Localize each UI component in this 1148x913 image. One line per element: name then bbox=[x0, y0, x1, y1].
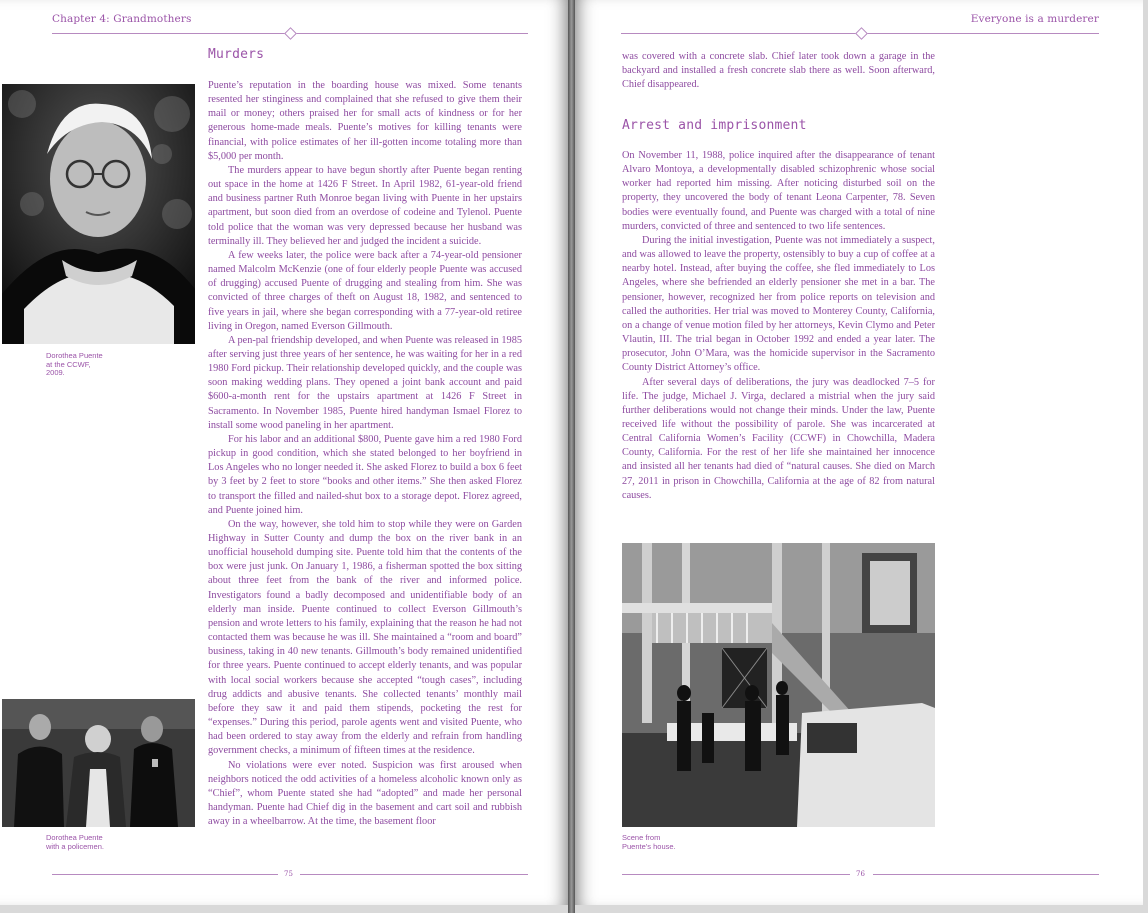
paragraph: was covered with a concrete slab. Chief later took down a garage in the backyard and installed a fresh concrete slab there as well. Soon afterward, Chief disappeared. bbox=[622, 51, 935, 91]
footer-rule bbox=[873, 874, 1099, 875]
continuation-text bbox=[622, 50, 935, 92]
caption-line: Scene from bbox=[622, 833, 661, 842]
left-page bbox=[0, 0, 568, 905]
arrest-illustration bbox=[2, 699, 195, 827]
footer-rule bbox=[622, 874, 850, 875]
paragraph: No violations were ever noted. Suspicion was first aroused when neighbors noticed the odd activities of a homeless alcoholic known only as “Chief”, whom Puente stated she had “adopted” and made her personal handyman. Puente had Chief dig in the basement and cart soil and rubbish away in a wheelbarrow. At the time, the basement floor bbox=[208, 759, 522, 828]
book-gutter bbox=[568, 0, 575, 913]
footer-rule bbox=[52, 874, 278, 875]
caption-line: Dorothea Puente bbox=[46, 351, 103, 360]
paragraph: A few weeks later, the police were back after a 74-year-old pensioner named Malcolm McKenzie (one of four elderly people Puente was accused of drugging) accused Puente of drugging and stealing from him. She was convicted of three charges of theft on August 18, 1982, and sentenced to five years in jail, where she began corresponding with a 77-year-old retiree living in Oregon, named Everson Gillmouth. bbox=[208, 249, 522, 332]
murders-body-text bbox=[208, 79, 522, 829]
running-head-right: Everyone is a murderer bbox=[970, 13, 1099, 25]
footer-rule bbox=[300, 874, 528, 875]
paragraph: After several days of deliberations, the jury was deadlocked 7–5 for life. The judge, Michael J. Virga, declared a mistrial when the jury said further deliberations would not change their minds. Under the law, Puente received life without the possibility of parole. She was incarcerated at Central California Women’s Facility (CCWF) in Chowchilla, Madera County, California. For the rest of her life she maintained her innocence and insisted all her tenants had died of “natural causes. She died on March 27, 2011 in prison in Chowchilla, California at the age of 82 from natural causes. bbox=[622, 376, 935, 501]
section-title-murders: Murders bbox=[208, 47, 265, 62]
running-head-left: Chapter 4: Grandmothers bbox=[52, 13, 192, 25]
paragraph: For his labor and an additional $800, Puente gave him a red 1980 Ford pickup in good condition, which she stated belonged to her boyfriend in Los Angeles who no longer needed it. She asked Florez to build a box 6 feet by 3 feet by 2 feet to store “books and other items.” She then asked Florez to transport the filled and nailed-shut box to a storage depot. Florez agreed, and Puente joined him. bbox=[208, 433, 522, 516]
photo-scene-from-house bbox=[622, 543, 935, 827]
paragraph: A pen-pal friendship developed, and when Puente was released in 1985 after serving just three years of her sentence, he was waiting for her in a red 1980 Ford pickup. Their relationship developed quickly, and the couple was soon making wedding plans. They opened a joint bank account and paid $600-a-month rent for the upstairs apartment at 1426 F Street in Sacramento. In November 1985, Puente hired handyman Ismael Florez to install some wood paneling in her apartment. bbox=[208, 334, 522, 431]
header-diamond-ornament bbox=[284, 27, 297, 40]
caption-policemen bbox=[46, 834, 104, 851]
arrest-body-text bbox=[622, 149, 935, 503]
paragraph: On November 11, 1988, police inquired after the disappearance of tenant Alvaro Montoya, a developmentally disabled schizophrenic whose social worker had reported him missing. After noticing disturbed soil on the property, they uncovered the body of tenant Leona Carpenter, 78. Seven bodies were eventually found, and Puente was charged with a total of nine murders, convicted of three and sentenced to two life sentences. bbox=[622, 150, 935, 232]
caption-line: Dorothea Puente bbox=[46, 833, 103, 842]
paragraph: The murders appear to have begun shortly after Puente began renting out space in the home at 1426 F Street. In April 1982, 61-year-old friend and business partner Ruth Monroe began living with Puente in her upstairs apartment, but soon died from an overdose of codeine and Tylenol. Puente told police that the woman was very depressed because her husband was terminally ill. They believed her and judged the incident a suicide. bbox=[208, 164, 522, 247]
caption-line: Puente’s house. bbox=[622, 841, 676, 851]
portrait-illustration bbox=[2, 84, 195, 344]
caption-house bbox=[622, 834, 676, 851]
right-page bbox=[575, 0, 1143, 905]
caption-portrait bbox=[46, 352, 103, 378]
caption-line: with a policemen. bbox=[46, 841, 104, 851]
caption-line: 2009. bbox=[46, 368, 65, 378]
paragraph: On the way, however, she told him to stop while they were on Garden Highway in Sutter County and dump the box on the river bank in an unofficial household dumping site. Puente told him that the contents of the box were just junk. On January 1, 1986, a fisherman spotted the box sitting about three feet from the bank of the river and informed police. Investigators found a badly decomposed and unidentifiable body of an elderly man inside. Puente continued to collect Everson Gillmouth’s pension and wrote letters to his family, explaining that the reason he had not contacted them was because he was ill. She maintained a “room and board” business, taking in 40 new tenants. Gillmouth’s body remained unidentified for three years. Puente continued to accept elderly tenants, and was popular with local social workers because she accepted “tough cases”, including drug addicts and abusive tenants. She collected tenants’ monthly mail before they saw it and paid them stipends, pocketing the rest for “expenses.” During this period, parole agents went and visited Puente, who had been ordered to stay away from the elderly and refrain from handling government checks, a minimum of fifteen times at the residence. bbox=[208, 518, 522, 757]
caption-line: at the CCWF, bbox=[46, 359, 91, 369]
page-number: 76 bbox=[856, 870, 865, 878]
photo-dorothea-puente-portrait bbox=[2, 84, 195, 344]
paragraph: Puente’s reputation in the boarding house was mixed. Some tenants resented her stinginess and complained that she refused to give them their mail or money; others praised her for small acts of kindness or for her generous home-made meals. Puente’s motives for killing tenants were financial, with police estimates of her ill-gotten income totaling more than $5,000 per month. bbox=[208, 80, 522, 162]
page-number: 75 bbox=[284, 870, 293, 878]
section-title-arrest: Arrest and imprisonment bbox=[622, 118, 807, 133]
paragraph: During the initial investigation, Puente was not immediately a suspect, and was allowed to leave the property, ostensibly to buy a cup of coffee at a nearby hotel. Instead, after buying the coffee, she fled immediately to Los Angeles, where she befriended an elderly pensioner she met in a bar. The pensioner, however, recognized her from police reports on television and called the authorities. Her trial was moved to Monterey County, California, on a change of venue motion filed by her attorneys, Kevin Clymo and Peter Vlautin, III. The trial began in October 1992 and ended a year later. The prosecutor, John O’Mara, was the homicide supervisor in the Sacramento County District Attorney’s office. bbox=[622, 234, 935, 374]
house-scene-illustration bbox=[622, 543, 935, 827]
header-diamond-ornament bbox=[855, 27, 868, 40]
photo-puente-with-policemen bbox=[2, 699, 195, 827]
